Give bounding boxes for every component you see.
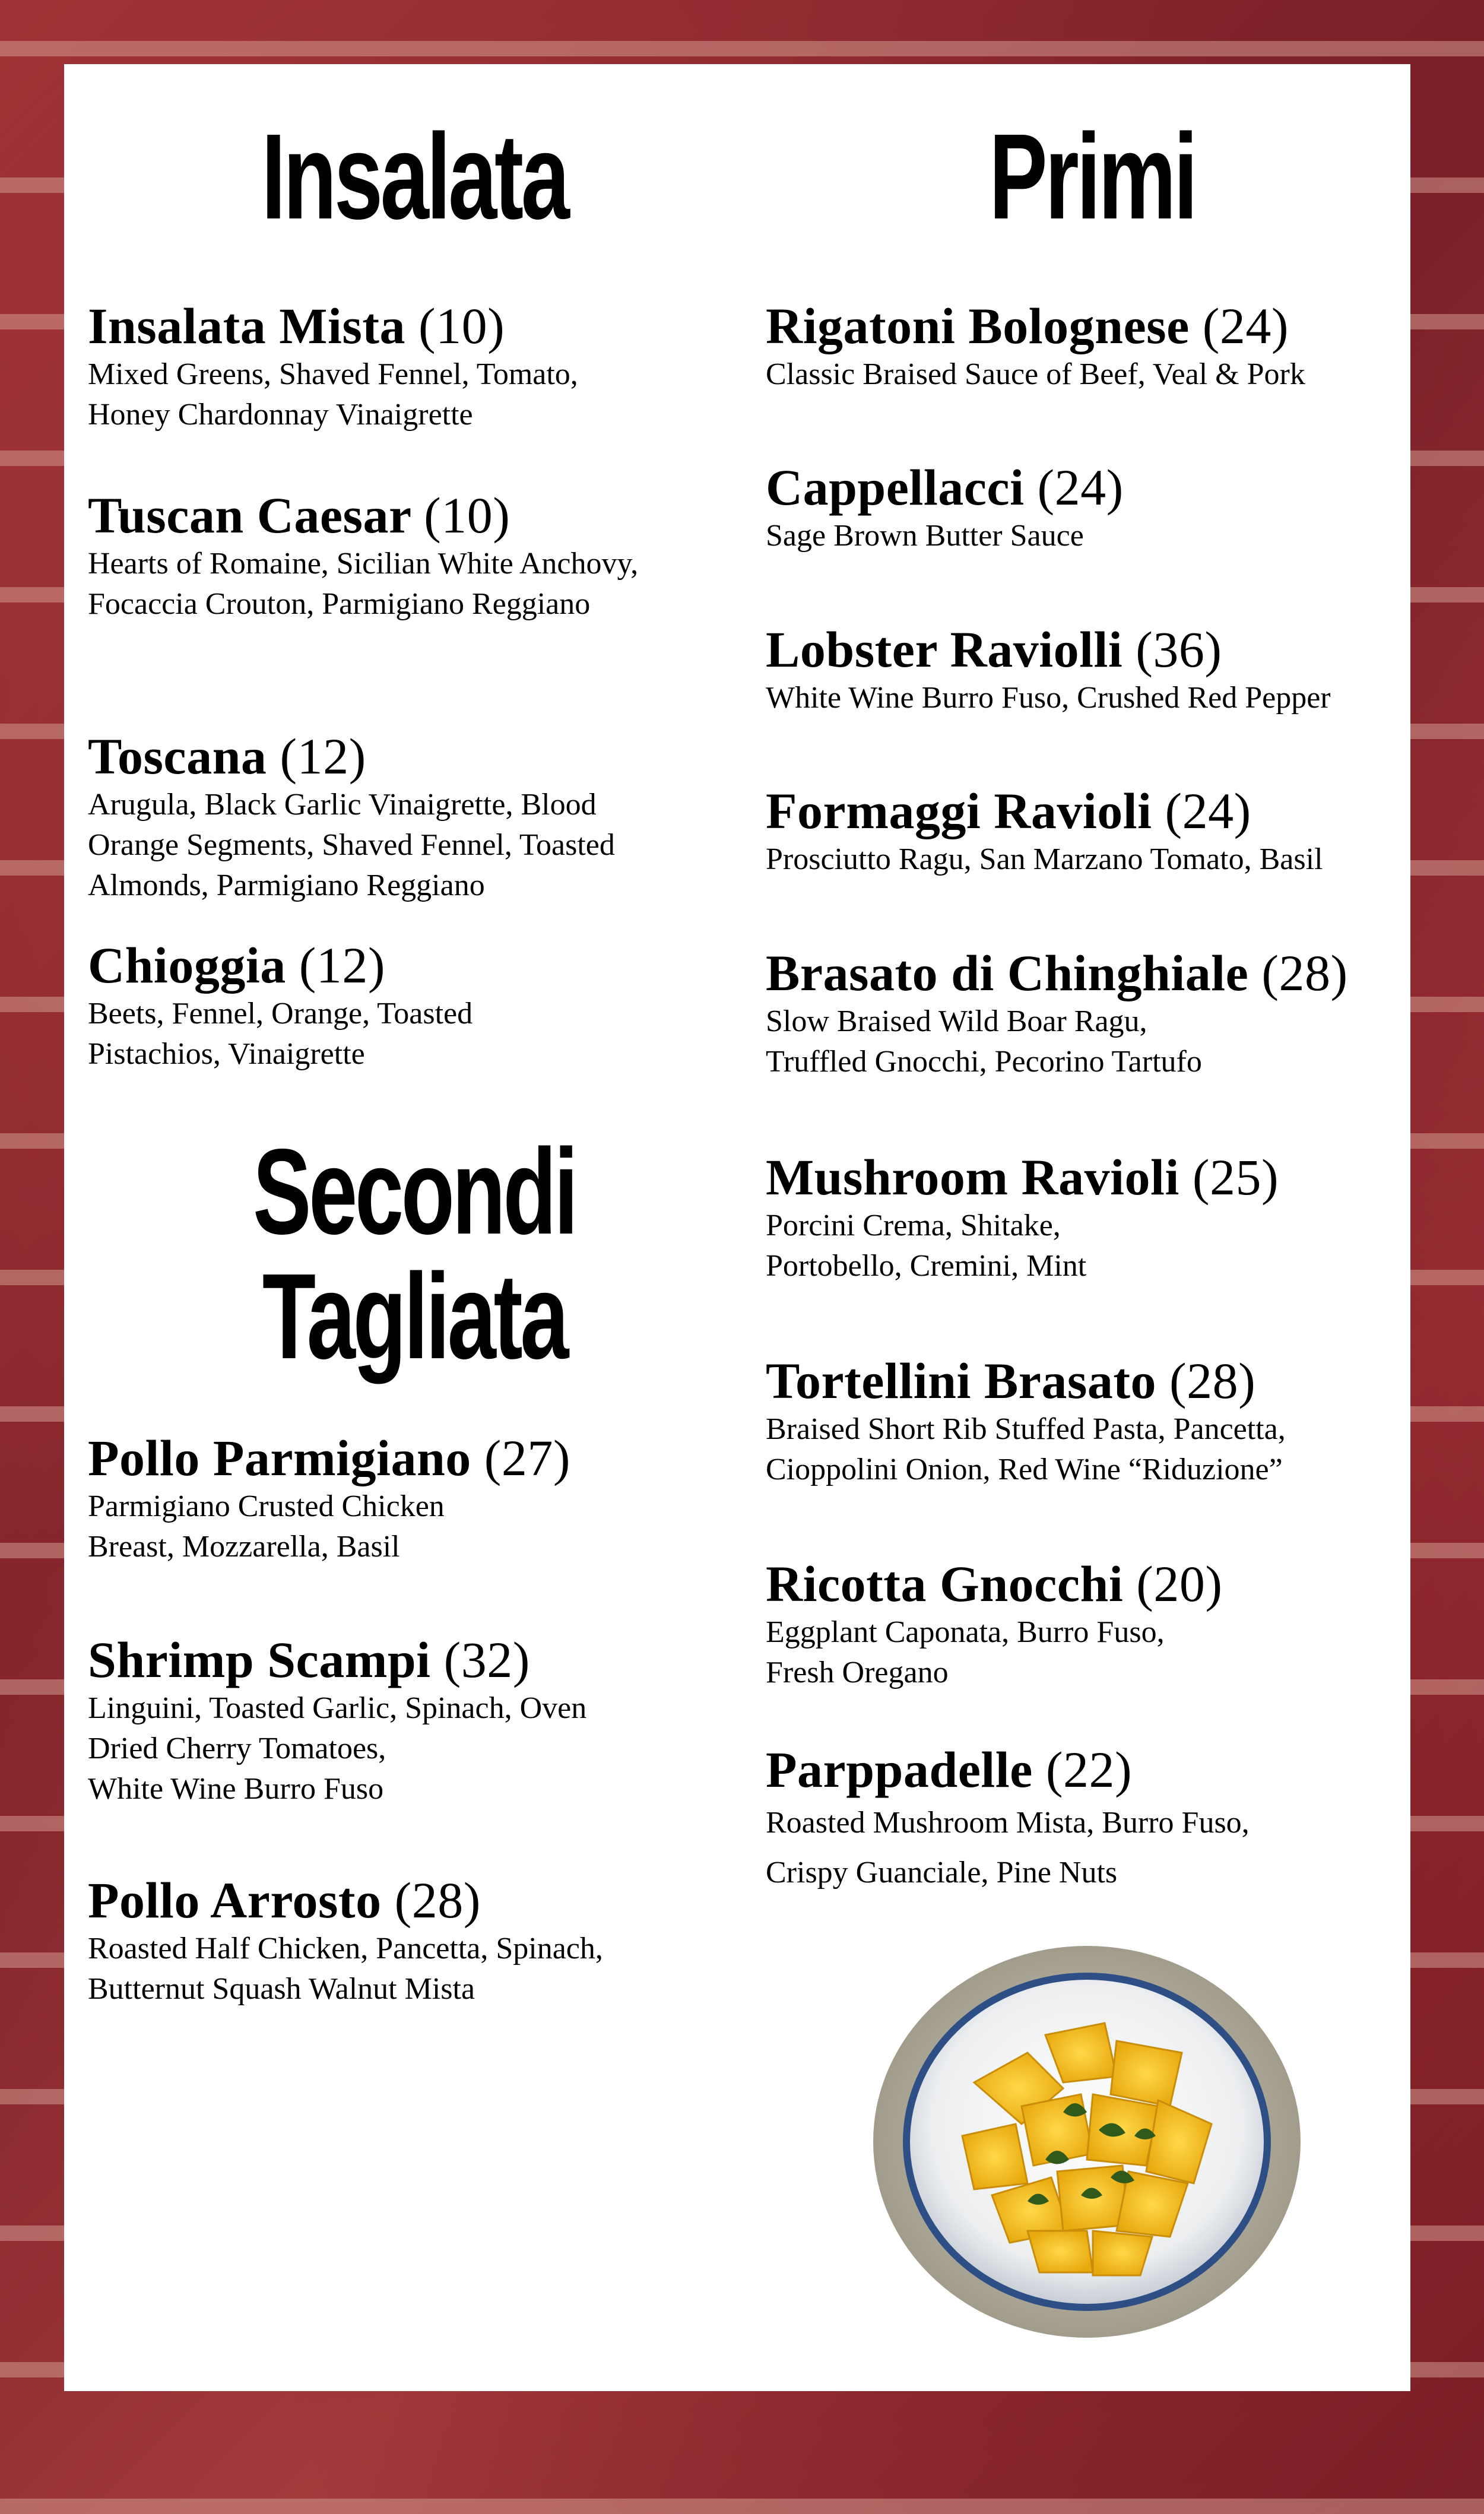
menu-item: Pollo Parmigiano (27) Parmigiano Crusted Chicken Breast, Mozzarella, Basil xyxy=(88,1429,571,1564)
menu-item: Shrimp Scampi (32) Linguini, Toasted Garlic, Spinach, Oven Dried Cherry Tomatoes, White Wine Burro Fuso xyxy=(88,1631,587,1806)
menu-item: Parppadelle (22) Roasted Mushroom Mista, Burro Fuso, Crispy Guanciale, Pine Nuts xyxy=(766,1741,1250,1890)
menu-item: Chioggia (12) Beets, Fennel, Orange, Toasted Pistachios, Vinaigrette xyxy=(88,937,473,1071)
insalata-heading: Insalata xyxy=(261,109,567,245)
menu-item: Cappellacci (24) Sage Brown Butter Sauce xyxy=(766,459,1124,553)
ravioli-plate-photo xyxy=(849,1934,1324,2350)
primi-heading: Primi xyxy=(989,109,1196,245)
secondi-heading: Secondi Tagliata xyxy=(253,1124,576,1384)
menu-item: Rigatoni Bolognese (24) Classic Braised Sauce of Beef, Veal & Pork xyxy=(766,297,1305,391)
menu-panel xyxy=(64,64,1410,2391)
menu-item: Lobster Raviolli (36) White Wine Burro Fuso, Crushed Red Pepper xyxy=(766,621,1331,715)
menu-item: Pollo Arrosto (28) Roasted Half Chicken, Pancetta, Spinach, Butternut Squash Walnut Mista xyxy=(88,1872,603,2006)
menu-item: Ricotta Gnocchi (20) Eggplant Caponata, Burro Fuso, Fresh Oregano xyxy=(766,1555,1223,1689)
menu-item: Tuscan Caesar (10) Hearts of Romaine, Sicilian White Anchovy, Focaccia Crouton, Parmigiano Reggiano xyxy=(88,487,639,621)
menu-item: Formaggi Ravioli (24) Prosciutto Ragu, San Marzano Tomato, Basil xyxy=(766,782,1323,876)
menu-item: Insalata Mista (10) Mixed Greens, Shaved Fennel, Tomato, Honey Chardonnay Vinaigrette xyxy=(88,297,578,432)
menu-item: Mushroom Ravioli (25) Porcini Crema, Shitake, Portobello, Cremini, Mint xyxy=(766,1149,1279,1283)
menu-item: Tortellini Brasato (28) Braised Short Rib Stuffed Pasta, Pancetta, Cioppolini Onion, Red Wine “Riduzione” xyxy=(766,1352,1286,1486)
menu-item: Toscana (12) Arugula, Black Garlic Vinaigrette, Blood Orange Segments, Shaved Fennel, Toasted Almonds, Parmigiano Reggiano xyxy=(88,728,615,902)
menu-item: Brasato di Chinghiale (28) Slow Braised Wild Boar Ragu, Truffled Gnocchi, Pecorino Tartufo xyxy=(766,944,1348,1079)
